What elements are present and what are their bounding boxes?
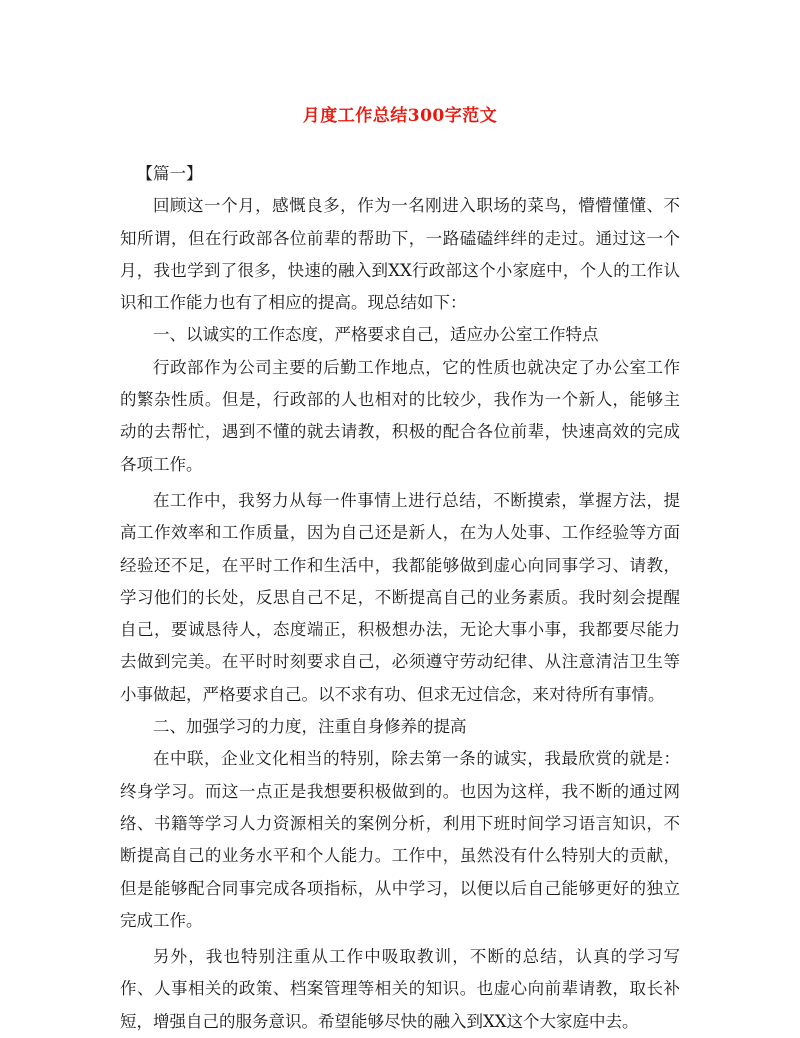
paragraph-admin-dept: 行政部作为公司主要的后勤工作地点，它的性质也就决定了办公室工作的繁杂性质。但是，行政部的人也相对的比较少，我作为一个新人，能够主动的去帮忙，遇到不懂的就去请教，积极的配合各位前辈，快速高效的完成各项工作。: [120, 357, 680, 474]
intro-paragraph: 回顾这一个月，感慨良多，作为一名刚进入职场的菜鸟，懵懵懂懂、不知所谓，但在行政部各位前辈的帮助下，一路磕磕绊绊的走过。通过这一个月，我也学到了很多，快速的融入到XX行政部这个小家庭中，个人的工作认识和工作能力也有了相应的提高。现总结如下：: [120, 196, 680, 313]
paragraph-learning: 在中联，企业文化相当的特别，除去第一条的诚实，我最欣赏的就是：终身学习。而这一点正是我想要积极做到的。也因为这样，我不断的通过网络、书籍等学习人力资源相关的案例分析，利用下班时间学习语言知识，不断提高自己的业务水平和个人能力。工作中，虽然没有什么特别大的贡献，但是能够配合同事完成各项指标，从中学习，以便以后自己能够更好的独立完成工作。: [120, 749, 680, 930]
paragraph-work-summary: 在工作中，我努力从每一件事情上进行总结，不断摸索，掌握方法，提高工作效率和工作质量，因为自己还是新人，在为人处事、工作经验等方面经验还不足，在平时工作和生活中，我都能够做到虚心向同事学习、请教，学习他们的长处，反思自己不足，不断提高自己的业务素质。我时刻会提醒自己，要诚恳待人，态度端正，积极想办法，无论大事小事，我都要尽能力去做到完美。在平时时刻要求自己，必须遵守劳动纪律、从注意清洁卫生等小事做起，严格要求自己。以不求有功、但求无过信念，来对待所有事情。: [120, 490, 680, 704]
section-label: 【篇一】: [136, 164, 203, 183]
document-title: 月度工作总结300字范文: [302, 106, 498, 126]
heading-one: 一、以诚实的工作态度，严格要求自己，适应办公室工作特点: [153, 325, 599, 345]
document-body: [120, 158, 680, 1038]
heading-two: 二、加强学习的力度，注重自身修养的提高: [153, 717, 467, 737]
paragraph-closing: 另外，我也特别注重从工作中吸取教训，不断的总结，认真的学习写作、人事相关的政策、档案管理等相关的知识。也虚心向前辈请教，取长补短，增强自己的服务意识。希望能够尽快的融入到XX这个大家庭中去。: [120, 947, 680, 1031]
